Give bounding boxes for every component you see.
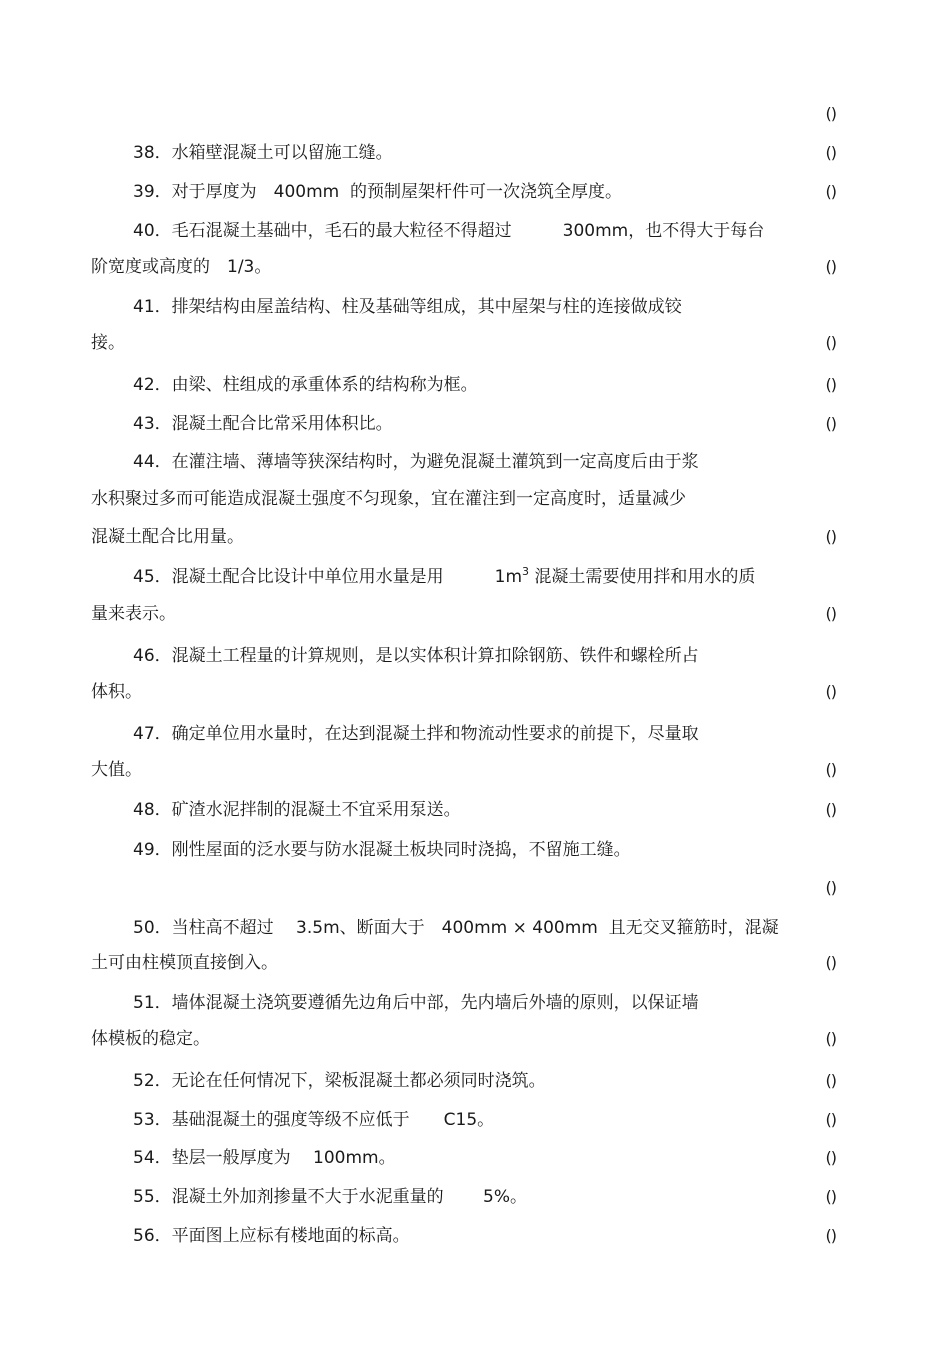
answer-parentheses: () <box>825 143 836 162</box>
line-q51-b <box>91 1026 836 1052</box>
answer-parentheses: () <box>825 760 836 779</box>
line-text: 53．基础混凝土的强度等级不应低于 C15。 <box>133 1110 495 1130</box>
line-text: 56．平面图上应标有楼地面的标高。 <box>133 1226 410 1246</box>
answer-parentheses: () <box>825 604 836 623</box>
answer-parentheses: () <box>825 182 836 201</box>
line-q44-a <box>133 449 836 475</box>
line-text: 46．混凝土工程量的计算规则，是以实体积计算扣除钢筋、铁件和螺栓所占 <box>133 646 699 666</box>
line-q48 <box>133 797 836 823</box>
line-q41-b <box>91 330 836 356</box>
line-q51-a <box>133 990 836 1016</box>
line-text: 45．混凝土配合比设计中单位用水量是用 1m <box>133 567 523 587</box>
line-q53 <box>133 1107 836 1133</box>
line-q41-a <box>133 294 836 320</box>
line-text: 39．对于厚度为 400mm 的预制屋架杆件可一次浇筑全厚度。 <box>133 182 623 202</box>
line-text: 量来表示。 <box>91 604 176 624</box>
line-q46-a <box>133 643 836 669</box>
superscript: 3 <box>522 565 530 578</box>
line-q38 <box>133 140 836 166</box>
line-q50-a <box>133 915 836 941</box>
answer-parentheses: () <box>825 878 836 897</box>
line-text: 大值。 <box>91 760 142 780</box>
line-text: 体积。 <box>91 682 142 702</box>
answer-parentheses: () <box>825 527 836 546</box>
line-q43 <box>133 411 836 437</box>
answer-parentheses: () <box>825 953 836 972</box>
line-text: 51．墙体混凝土浇筑要遵循先边角后中部，先内墙后外墙的原则，以保证墙 <box>133 993 699 1013</box>
line-text: 混凝土配合比用量。 <box>91 527 244 547</box>
line-q39 <box>133 179 836 205</box>
answer-parentheses: () <box>825 1029 836 1048</box>
answer-parentheses: () <box>825 104 836 123</box>
line-q52 <box>133 1068 836 1094</box>
line-text: 体模板的稳定。 <box>91 1029 210 1049</box>
line-text: 38．水箱壁混凝土可以留施工缝。 <box>133 143 393 163</box>
line-q40-b <box>91 254 836 280</box>
line-text: 48．矿渣水泥拌制的混凝土不宜采用泵送。 <box>133 800 461 820</box>
line-q49 <box>133 837 836 863</box>
line-q37-end <box>91 101 836 127</box>
line-q44-b <box>91 486 836 512</box>
line-text: 阶宽度或高度的 1/3。 <box>91 257 272 277</box>
line-text: 42．由梁、柱组成的承重体系的结构称为框。 <box>133 375 478 395</box>
line-text: 55．混凝土外加剂掺量不大于水泥重量的 5%。 <box>133 1187 528 1207</box>
line-text: 水积聚过多而可能造成混凝土强度不匀现象，宜在灌注到一定高度时，适量减少 <box>91 489 686 509</box>
answer-parentheses: () <box>825 800 836 819</box>
line-text: 52．无论在任何情况下，梁板混凝土都必须同时浇筑。 <box>133 1071 546 1091</box>
answer-parentheses: () <box>825 333 836 352</box>
answer-parentheses: () <box>825 1110 836 1129</box>
line-q46-b <box>91 679 836 705</box>
line-q55 <box>133 1184 836 1210</box>
line-text: 41．排架结构由屋盖结构、柱及基础等组成，其中屋架与柱的连接做成铰 <box>133 297 682 317</box>
line-q40-a <box>133 218 836 244</box>
answer-parentheses: () <box>825 257 836 276</box>
line-q44-c <box>91 524 836 550</box>
answer-parentheses: () <box>825 1071 836 1090</box>
line-text: 接。 <box>91 333 125 353</box>
line-q54 <box>133 1145 836 1171</box>
line-text: 土可由柱模顶直接倒入。 <box>91 953 278 973</box>
line-text: 49．刚性屋面的泛水要与防水混凝土板块同时浇捣，不留施工缝。 <box>133 840 631 860</box>
answer-parentheses: () <box>825 375 836 394</box>
line-text: 54．垫层一般厚度为 100mm。 <box>133 1148 396 1168</box>
line-q49-paren <box>91 875 836 901</box>
line-q45-a <box>133 564 836 590</box>
line-q56 <box>133 1223 836 1249</box>
line-q47-a <box>133 721 836 747</box>
answer-parentheses: () <box>825 682 836 701</box>
answer-parentheses: () <box>825 1226 836 1245</box>
line-q42 <box>133 372 836 398</box>
line-text: 44．在灌注墙、薄墙等狭深结构时，为避免混凝土灌筑到一定高度后由于浆 <box>133 452 699 472</box>
line-text: 47．确定单位用水量时，在达到混凝土拌和物流动性要求的前提下，尽量取 <box>133 724 699 744</box>
answer-parentheses: () <box>825 1187 836 1206</box>
line-q45-b <box>91 601 836 627</box>
line-text: 40．毛石混凝土基础中，毛石的最大粒径不得超过 300mm，也不得大于每台 <box>133 221 765 241</box>
answer-parentheses: () <box>825 1148 836 1167</box>
line-text-continued: 混凝土需要使用拌和用水的质 <box>529 567 756 587</box>
line-text: 43．混凝土配合比常采用体积比。 <box>133 414 393 434</box>
line-q50-b <box>91 950 836 976</box>
line-text: 50．当柱高不超过 3.5m、断面大于 400mm × 400mm 且无交叉箍筋时，混凝 <box>133 918 779 938</box>
answer-parentheses: () <box>825 414 836 433</box>
line-q47-b <box>91 757 836 783</box>
